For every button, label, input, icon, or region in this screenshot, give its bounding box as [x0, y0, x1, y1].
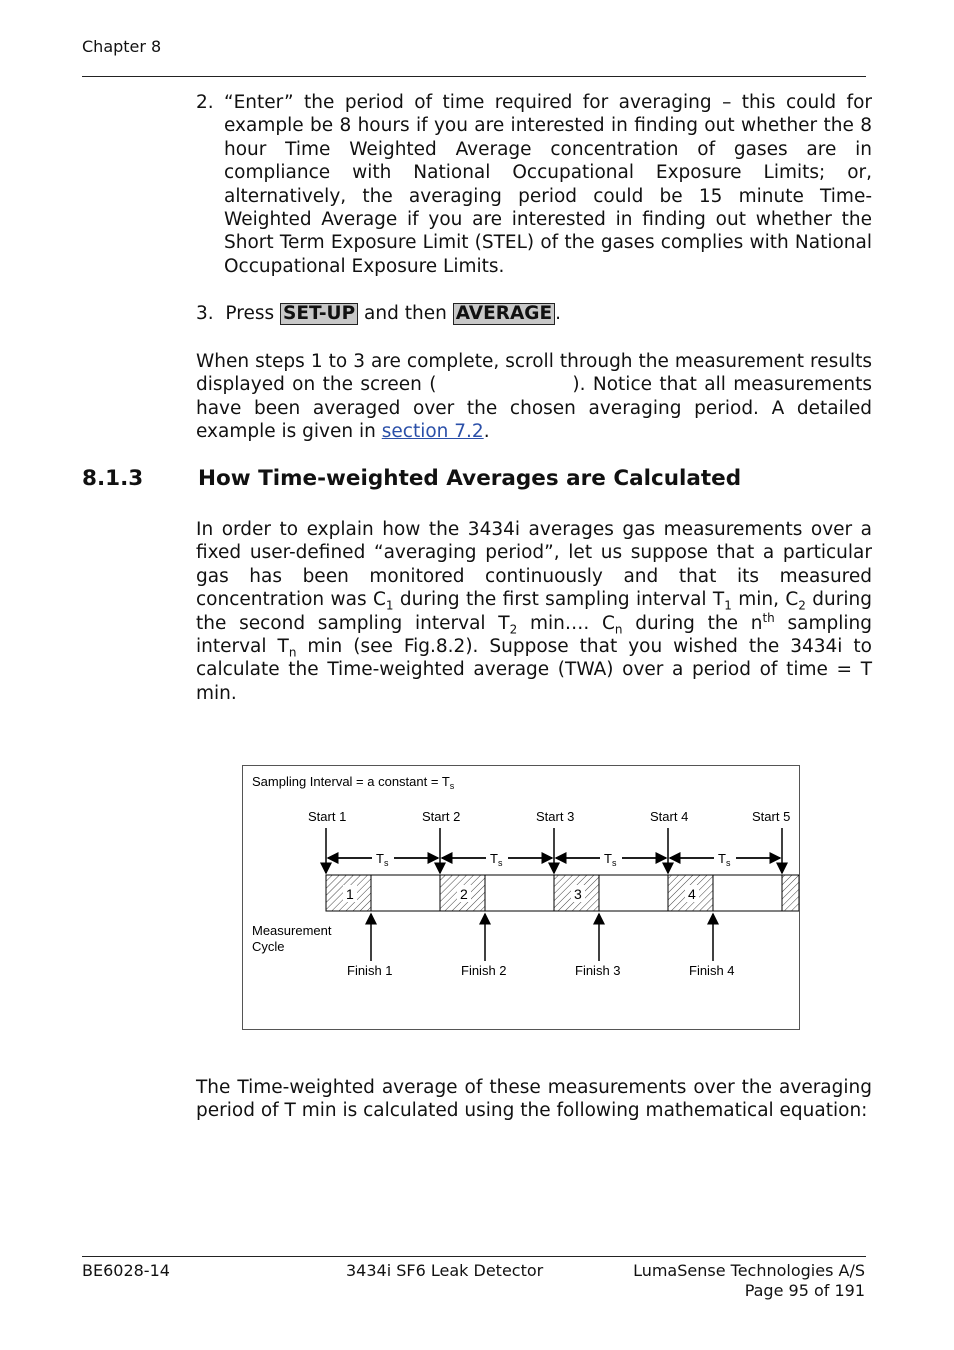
steps-text-1: When steps 1 to 3 are complete, scroll through the measurement results displayed on the screen ( — [196, 351, 872, 396]
section-title: How Time-weighted Averages are Calculated — [198, 466, 742, 491]
start-label: Start 3 — [536, 809, 575, 824]
cycle-number: 4 — [688, 886, 696, 902]
finish-label: Finish 3 — [575, 963, 621, 978]
sampling-interval-figure — [242, 765, 800, 1030]
start-label: Start 5 — [752, 809, 791, 824]
footer-doc-id: BE6028-14 — [82, 1261, 170, 1280]
cycle-box-partial — [782, 875, 799, 911]
cycle-number: 1 — [346, 886, 354, 902]
list-number-2: 2. — [196, 92, 214, 113]
list-item-3 — [196, 302, 872, 325]
press-text: Press — [225, 303, 275, 324]
start-label: Start 1 — [308, 809, 347, 824]
cycle-label: Cycle — [252, 939, 285, 954]
steps-end: . — [483, 421, 490, 443]
finish-label: Finish 4 — [689, 963, 735, 978]
average-key: AVERAGE — [453, 303, 555, 325]
start-label: Start 2 — [422, 809, 461, 824]
explain-paragraph: In order to explain how the 3434i averages gas measurements over a fixed user-defined “averaging period”, let us suppose that a particular gas has been monitored continuously and that its measured concentration was $C_1$ during the first sampling interval $T_1$ min, $C_2$ during the second sampling interval $T_2$ min…. $C_n$ during the $n^{th}$ sampling interval $T_n$ min (see Fig.8.2). Suppose that you wished the 3434i to calculate the Time-weighted average (TWA) over a period of time = T min. — [196, 519, 872, 704]
header-rule — [82, 76, 866, 77]
measurement-label: Measurement — [252, 923, 332, 938]
cycle-number: 3 — [574, 886, 582, 902]
section-number: 8.1.3 — [82, 466, 144, 491]
period: . — [555, 303, 561, 324]
finish-label: Finish 2 — [461, 963, 507, 978]
interval-label: $T_s$ — [604, 851, 617, 868]
cycle-number: 2 — [460, 886, 468, 902]
footer-product: 3434i SF6 Leak Detector — [346, 1261, 544, 1280]
steps-paragraph — [196, 350, 872, 444]
twa-paragraph: The Time-weighted average of these measurements over the averaging period of T min is calculated using the following mathematical equation: — [196, 1077, 872, 1122]
and-then-text: and then — [364, 303, 447, 324]
figure-heading: Sampling Interval = a constant = $T_s$ — [252, 774, 455, 791]
start-label: Start 4 — [650, 809, 689, 824]
section-link[interactable]: section 7.2 — [381, 421, 484, 443]
list-item-2-text: “Enter” the period of time required for averaging – this could for example be 8 hours if you are interested in finding out whether the 8 hour Time Weighted Average concentration of gases are in compliance with National Occupational Exposure Limits; or, alternatively, the averaging period could be 15 minute Time-Weighted Average if you are interested in finding out whether the Short Term Exposure Limit (STEL) of the gases complies with National Occupational Exposure Limits. — [224, 92, 872, 277]
finish-label: Finish 1 — [347, 963, 393, 978]
interval-label: $T_s$ — [718, 851, 731, 868]
footer-rule — [82, 1256, 866, 1257]
footer-page: Page 95 of 191 — [744, 1281, 865, 1300]
setup-key: SET-UP — [280, 303, 358, 325]
list-number-3: 3. — [196, 303, 214, 324]
chapter-header: Chapter 8 — [82, 37, 162, 56]
sampling-diagram — [243, 766, 799, 1029]
steps-text-2: ). Notice that all measurements have been averaged over the chosen averaging period. A detailed example is given in — [196, 374, 872, 443]
interval-label: $T_s$ — [376, 851, 389, 868]
interval-label: $T_s$ — [490, 851, 503, 868]
footer-company: LumaSense Technologies A/S — [633, 1261, 865, 1280]
